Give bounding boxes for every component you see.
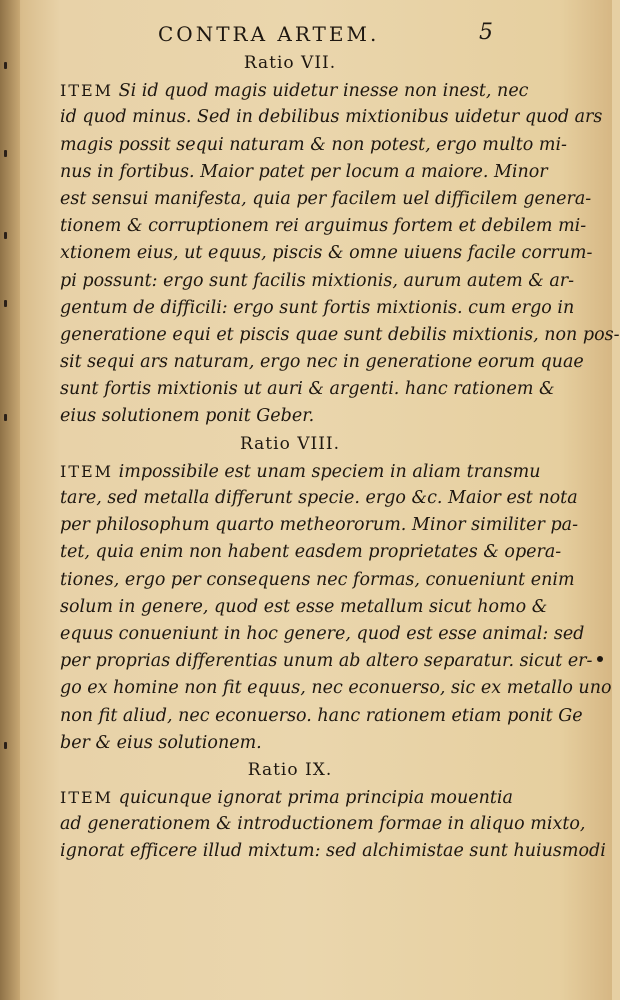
text-line	[60, 403, 520, 430]
text-line	[60, 567, 575, 594]
line-text: gentum de difficili: ergo sunt fortis mixtionis. cum ergo in	[60, 297, 575, 318]
paragraph-lead-word: ITEM	[60, 788, 114, 808]
text-line	[60, 132, 567, 159]
paragraph-lead-word: ITEM	[60, 461, 114, 481]
text-line	[60, 268, 575, 295]
text-line	[60, 186, 592, 213]
text-line	[60, 730, 520, 757]
line-text: xtionem eius, ut equus, piscis & omne uiuens facile corrum-	[60, 243, 593, 264]
text-line	[60, 295, 575, 322]
line-text: per philosophum quarto metheororum. Minor similiter pa-	[60, 515, 578, 536]
line-text: equus conueniunt in hoc genere, quod est esse animal: sed	[60, 623, 585, 644]
gutter-mark	[4, 742, 7, 749]
line-text: est sensui manifesta, quia per facilem uel difficilem genera-	[60, 188, 592, 209]
text-line	[60, 458, 541, 485]
ink-spot	[597, 656, 603, 662]
line-text: generatione equi et piscis quae sunt debilis mixtionis, non pos-	[60, 324, 620, 345]
text-line	[60, 104, 603, 131]
section-heading: Ratio IX.	[247, 759, 333, 780]
text-line	[60, 240, 593, 267]
line-text: sit sequi ars naturam, ergo nec in generatione eorum quae	[60, 352, 584, 373]
line-text: tare, sed metalla differunt specie. ergo &c. Maior est nota	[60, 488, 578, 508]
text-block	[60, 50, 620, 866]
text-line	[60, 322, 620, 349]
line-text: tionem & corruptionem rei arguimus fortem et debilem mi-	[60, 216, 587, 237]
page-header	[0, 20, 612, 50]
line-text: per proprias differentias unum ab altero separatur. sicut er-	[60, 651, 593, 672]
paragraph-lead-word: ITEM	[60, 81, 114, 101]
running-head: CONTRA ARTEM.	[158, 22, 380, 46]
line-text: non fit aliud, nec econuerso. hanc rationem etiam ponit Ge	[60, 705, 583, 726]
line-text: ignorat efficere illud mixtum: sed alchimistae sunt huiusmodi	[60, 841, 606, 862]
line-text: magis possit sequi naturam & non potest, ergo multo mi-	[60, 134, 567, 155]
line-text: tiones, ergo per consequens nec formas, conueniunt enim	[60, 569, 575, 590]
text-line	[60, 512, 578, 539]
text-line	[60, 703, 583, 730]
line-text: ber & eius solutionem.	[60, 732, 262, 753]
text-line	[60, 349, 584, 376]
text-line	[60, 648, 593, 675]
line-text: ad generationem & introductionem formae in aliquo mixto,	[60, 814, 586, 835]
binding-gutter	[0, 0, 20, 1000]
line-text: impossibile est unam speciem in aliam transmu	[113, 461, 541, 482]
gutter-mark	[4, 232, 7, 239]
line-text: id quod minus. Sed in debilibus mixtionibus uidetur quod ars	[60, 107, 603, 128]
gutter-mark	[4, 414, 7, 421]
line-text: sunt fortis mixtionis ut auri & argenti. hanc rationem &	[60, 379, 555, 400]
gutter-mark	[4, 300, 7, 307]
text-line	[60, 485, 578, 512]
section-heading: Ratio VII.	[243, 53, 337, 73]
text-line	[60, 539, 562, 566]
text-line	[60, 838, 606, 865]
text-line	[60, 213, 587, 240]
gutter-mark	[4, 62, 7, 69]
line-text: pi possunt: ergo sunt facilis mixtionis, aurum autem & ar-	[60, 270, 575, 291]
text-line	[60, 376, 555, 403]
section-heading: Ratio VIII.	[239, 433, 341, 454]
line-text: solum in genere, quod est esse metallum sicut homo &	[60, 596, 548, 617]
line-text: go ex homine non fit equus, nec econuerso, sic ex metallo uno	[60, 678, 612, 699]
text-line	[60, 811, 586, 838]
line-text: Si id quod magis uidetur inesse non inest, nec	[113, 81, 529, 102]
text-line	[60, 77, 529, 104]
text-line	[60, 675, 612, 702]
line-text: eius solutionem ponit Geber.	[60, 406, 315, 427]
page-number: 5	[479, 20, 493, 45]
line-text: quicunque ignorat prima principia mouentia	[113, 788, 513, 809]
text-line	[60, 594, 548, 621]
line-text: tet, quia enim non habent easdem proprietates & opera-	[60, 542, 562, 563]
text-line	[60, 784, 520, 811]
text-line	[60, 621, 585, 648]
gutter-mark	[4, 150, 7, 157]
text-line	[60, 159, 548, 186]
line-text: nus in fortibus. Maior patet per locum a maiore. Minor	[60, 161, 548, 182]
